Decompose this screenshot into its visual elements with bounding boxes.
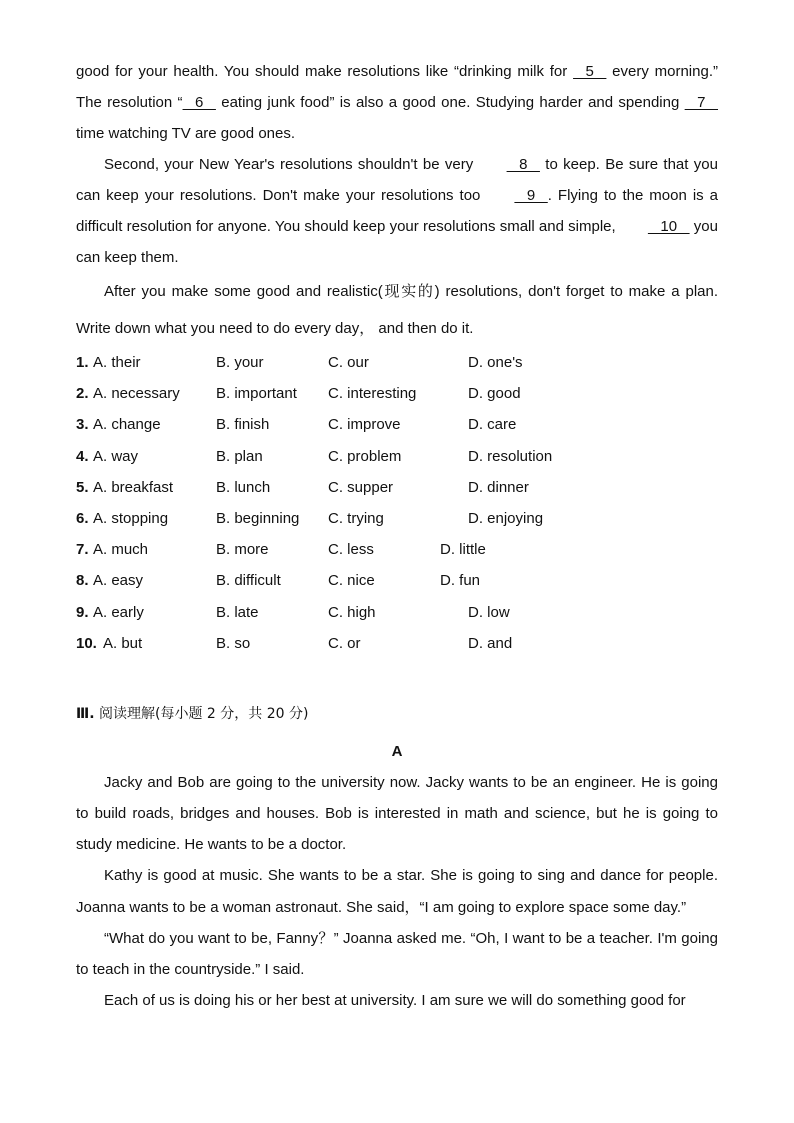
passage-paragraph: Kathy is good at music. She wants to be a star. She is going to sing and dance for people. Joanna wants to be a woman astronaut. She said，“I am going to explore space some day.” xyxy=(76,867,718,916)
question-row xyxy=(76,534,718,565)
option-c: C. high xyxy=(328,603,376,621)
option-a: A. change xyxy=(93,416,161,434)
blank-8: 8 xyxy=(506,156,540,173)
option-c: C. nice xyxy=(328,572,375,590)
question-row xyxy=(76,565,718,596)
question-row xyxy=(76,409,718,440)
question-number: 10. xyxy=(76,634,97,652)
option-b: B. lunch xyxy=(216,478,271,496)
option-c: C. supper xyxy=(328,478,394,496)
section-heading xyxy=(76,699,718,730)
option-b: B. late xyxy=(216,603,259,621)
blank-6: 6 xyxy=(182,94,216,111)
text: time watching TV are good ones. xyxy=(76,125,296,142)
cloze-paragraph-3: After you make some good and realistic(现实的) resolutions, don't forget to make a plan. Write down what you need to do every day， and then do it. xyxy=(76,283,718,337)
text: good for your health. You should make resolutions like “drinking milk for xyxy=(76,63,574,80)
question-row xyxy=(76,441,718,472)
question-options xyxy=(76,347,718,659)
option-a: A. stopping xyxy=(93,509,169,527)
question-row xyxy=(76,378,718,409)
option-d: D. one's xyxy=(468,354,523,371)
option-b: B. important xyxy=(216,385,297,403)
option-c: C. problem xyxy=(328,447,402,465)
cloze-paragraph-1 xyxy=(76,56,718,149)
question-number: 7. xyxy=(76,541,89,559)
question-number: 6. xyxy=(76,509,89,527)
passage-paragraph: Jacky and Bob are going to the university now. Jacky wants to be an engineer. He is going to build roads, bridges and houses. Bob is interested in math and science, but he is going to study medicine. He wants to be a doctor. xyxy=(76,773,718,854)
question-number: 3. xyxy=(76,416,89,434)
option-a: A. easy xyxy=(93,572,144,590)
option-b: B. finish xyxy=(216,416,270,434)
option-c: C. improve xyxy=(328,416,401,434)
option-c: C. less xyxy=(328,541,374,559)
blank-10: 10 xyxy=(647,218,690,235)
text: . Flying to the moon is a difficult resolution for anyone. You should keep your resolutions small and simple, xyxy=(76,187,719,235)
passage-label: A xyxy=(391,742,403,760)
blank-5: 5 xyxy=(573,63,607,80)
question-row xyxy=(76,503,718,534)
option-b: B. your xyxy=(216,354,264,371)
option-c: C. our xyxy=(328,354,369,371)
blank-7: 7 xyxy=(684,94,719,111)
question-row xyxy=(76,347,718,378)
question-number: 4. xyxy=(76,447,89,465)
passage-paragraph: “What do you want to be, Fanny？” Joanna asked me. “Oh, I want to be a teacher. I'm going to teach in the countryside.” I said. xyxy=(76,929,718,979)
question-number: 2. xyxy=(76,385,89,403)
option-a: A. but xyxy=(103,634,143,652)
option-a: A. necessary xyxy=(93,385,180,403)
option-a: A. way xyxy=(93,447,139,465)
text: eating junk food” is also a good one. Studying harder and spending xyxy=(215,94,685,111)
option-d: D. good xyxy=(468,385,521,403)
question-number: 1. xyxy=(76,354,89,371)
question-row xyxy=(76,472,718,503)
option-b: B. more xyxy=(216,541,269,559)
option-c: C. or xyxy=(328,634,361,652)
passage-a xyxy=(76,767,718,1017)
option-d: D. low xyxy=(468,603,510,621)
section-number: Ⅲ. xyxy=(76,705,95,722)
option-b: B. so xyxy=(216,634,251,652)
question-number: 5. xyxy=(76,478,89,496)
option-d: D. resolution xyxy=(468,447,553,465)
text: Second, your New Year's resolutions shouldn't be very xyxy=(104,156,479,173)
blank-9: 9 xyxy=(514,187,548,204)
option-d: D. little xyxy=(440,541,486,559)
cloze-paragraph-2 xyxy=(76,149,718,273)
text: to keep. Be sure that you can keep your resolutions. Don't make your resolutions too xyxy=(76,156,718,204)
option-d: D. dinner xyxy=(468,478,529,496)
option-c: C. interesting xyxy=(328,385,417,403)
option-b: B. plan xyxy=(216,447,263,465)
option-a: A. early xyxy=(93,603,144,621)
option-d: D. care xyxy=(468,416,517,434)
option-b: B. beginning xyxy=(216,509,300,527)
option-a: A. their xyxy=(93,354,141,371)
text: you can keep them. xyxy=(76,218,718,266)
question-row xyxy=(76,597,718,628)
question-number: 8. xyxy=(76,572,89,590)
option-a: A. breakfast xyxy=(93,478,174,496)
option-b: B. difficult xyxy=(216,572,281,590)
question-number: 9. xyxy=(76,603,89,621)
question-row xyxy=(76,628,718,659)
exam-page xyxy=(76,56,718,1017)
section-title: 阅读理解(每小题 2 分，共 20 分) xyxy=(94,705,309,722)
option-c: C. trying xyxy=(328,509,384,527)
passage-paragraph: Each of us is doing his or her best at university. I am sure we will do something good for xyxy=(104,992,686,1010)
option-d: D. enjoying xyxy=(468,509,544,527)
option-a: A. much xyxy=(93,541,149,559)
option-d: D. fun xyxy=(440,572,481,590)
text: every morning.” The resolution “ xyxy=(76,63,718,111)
option-d: D. and xyxy=(468,634,513,652)
